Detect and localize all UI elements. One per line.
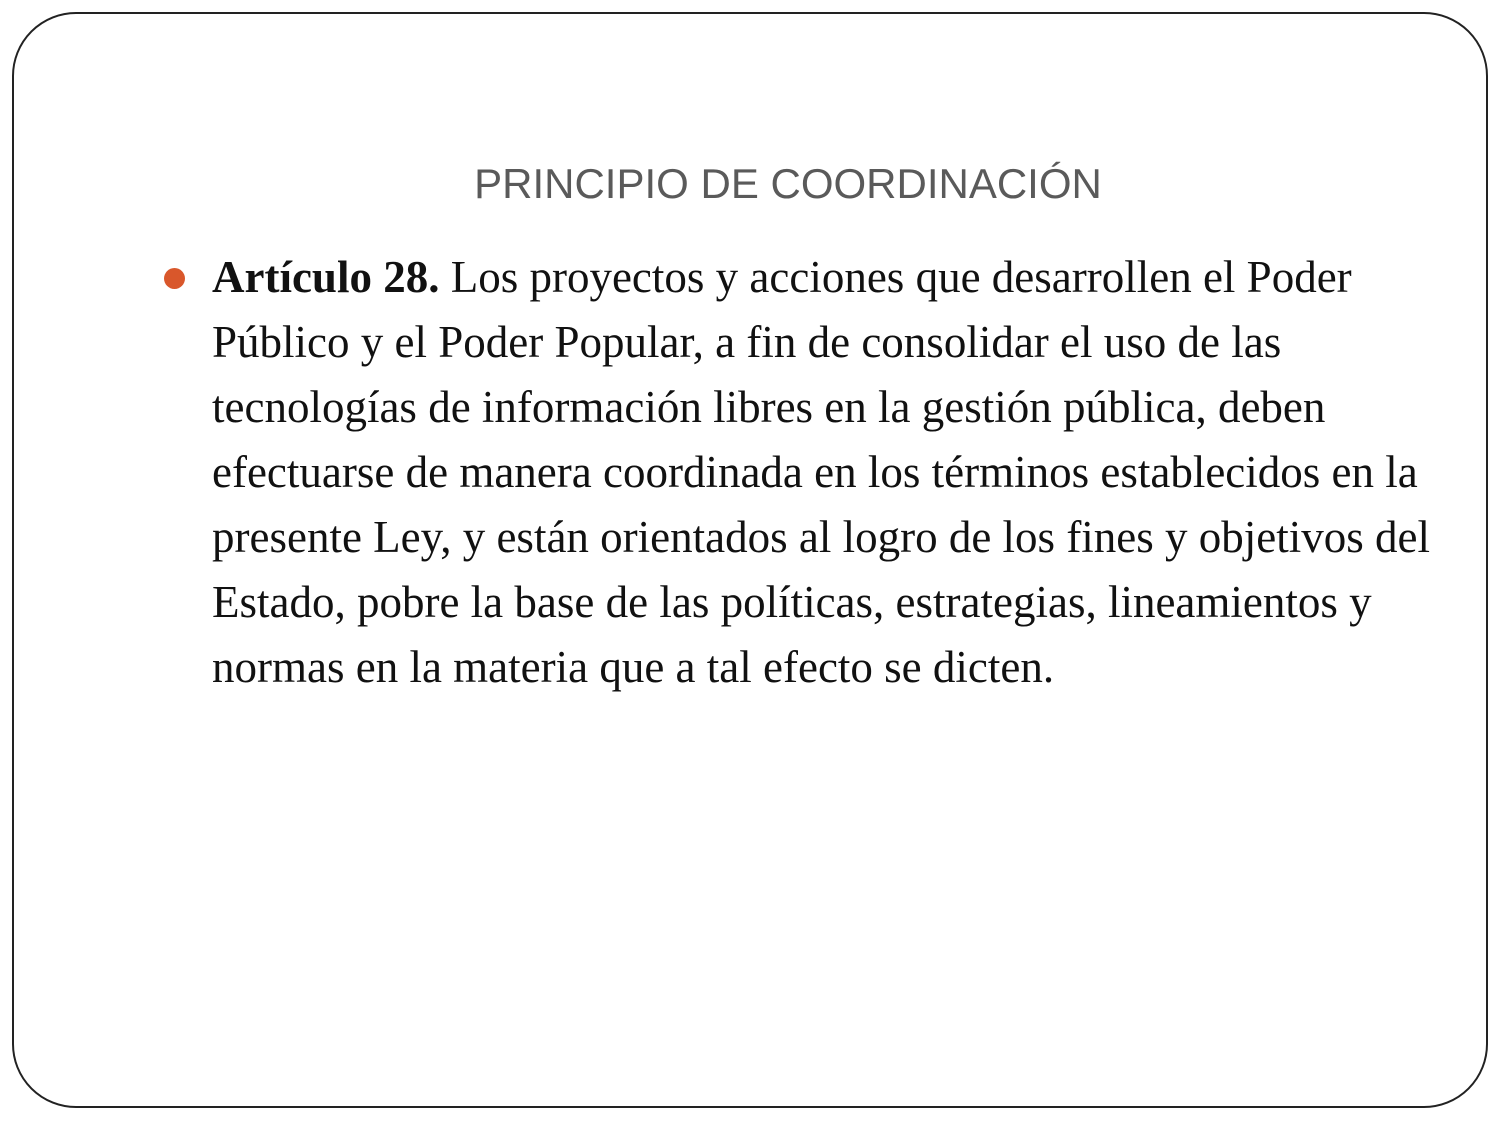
slide-title: PRINCIPIO DE COORDINACIÓN [474, 160, 1102, 207]
bullet-dot-icon [164, 268, 185, 289]
article-number: Artículo 28. [212, 252, 440, 302]
bullet-item [212, 245, 1432, 700]
article-text: Los proyectos y acciones que desarrollen el Poder Público y el Poder Popular, a fin de consolidar el uso de las tecnologías de información libres en la gestión pública, deben efectuarse de manera coordinada en los términos establecidos en la presente Ley, y están orientados al logro de los fines y objetivos del Estado, pobre la base de las políticas, estrategias, lineamientos y normas en la materia que a tal efecto se dicten. [212, 252, 1431, 692]
